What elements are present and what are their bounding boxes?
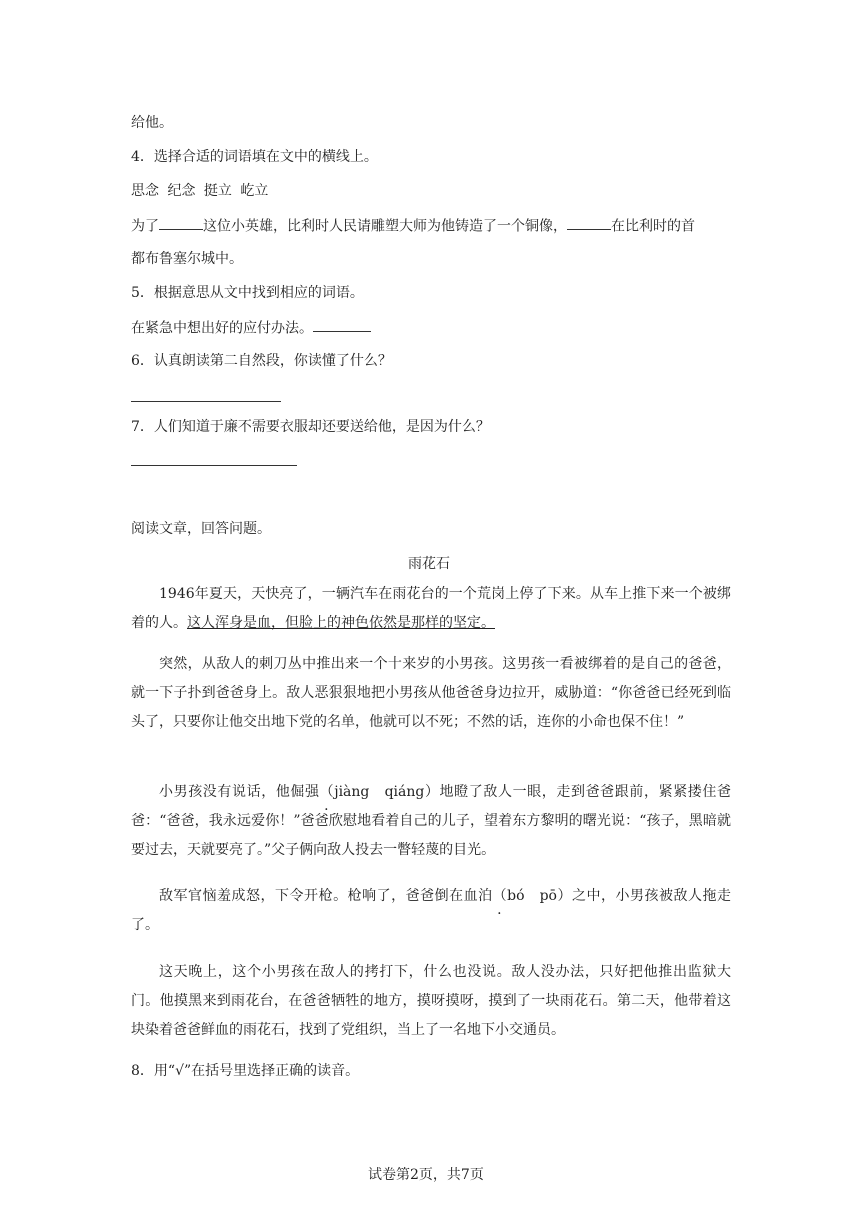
reading-instruction: 阅读文章，回答问题。 (131, 521, 271, 537)
reading-paragraph-5: 这天晚上，这个小男孩在敌人的拷打下，什么也没说。敌人没办法，只好把他推出监狱大门。他摸黑来到雨花台，在爸爸牺牲的地方，摸呀摸呀，摸到了一块雨花石。第二天，他带着这块染着爸爸鲜血的雨花石，找到了党组织，当上了一名地下小交通员。 (131, 964, 731, 1038)
p3-dotted-char: 强 (305, 784, 320, 800)
question-4-options: 思念 纪念 挺立 屹立 (131, 183, 269, 199)
q6-answer-line[interactable] (131, 401, 281, 402)
q5-blank[interactable] (313, 316, 371, 332)
q7-answer-line[interactable] (131, 465, 297, 466)
q4-blank-2[interactable] (567, 214, 611, 230)
p1-underlined-sentence: 这人浑身是血，但脸上的神色依然是那样的坚定。 (187, 615, 495, 631)
p4-text-a: 敌军官恼羞成怒，下令开枪。枪响了，爸爸倒在血 (159, 888, 479, 904)
question-6-prompt: 6．认真朗读第二自然段，你读懂了什么？ (131, 353, 392, 369)
reading-paragraph-3 (131, 778, 731, 865)
q4-text-b: 这位小英雄，比利时人民请雕塑大师为他铸造了一个铜像， (203, 218, 567, 235)
p3-text-b: （jiàng qiáng）地瞪了敌人一眼，走到爸爸跟前，紧紧搂住爸爸：“爸爸，我永远爱你！”爸爸欣慰地看着自己的儿子，望着东方黎明的曙光说：“孩子，黑暗就要过去，天就要亮了。”父子俩向敌人投去一瞥轻蔑的目光。 (131, 784, 732, 858)
q4-text-c: 在比利时的首 (611, 218, 695, 235)
question-5-prompt: 5．根据意思从文中找到相应的词语。 (131, 285, 364, 301)
p3-text-a: 小男孩没有说话，他倔 (159, 784, 306, 800)
reading-paragraph-2: 突然，从敌人的刺刀丛中推出来一个十来岁的小男孩。这男孩一看被绑着的是自己的爸爸，就一下子扑到爸爸身上。敌人恶狠狠地把小男孩从他爸爸身边拉开，威胁道：“你爸爸已经死到临头了，只要你让他交出地下党的名单，他就可以不死；不然的话，连你的小命也保不住！” (131, 656, 731, 730)
question-7-prompt: 7．人们知道于廉不需要衣服却还要送给他，是因为什么？ (131, 419, 490, 435)
q5-text: 在紧急中想出好的应付办法。 (131, 320, 313, 337)
continued-line: 给他。 (131, 115, 173, 131)
reading-title: 雨花石 (408, 556, 450, 572)
p4-text-b: （bó pō）之中，小男孩被敌人拖走了。 (131, 888, 732, 933)
q4-text-a: 为了 (131, 218, 159, 235)
q4-blank-1[interactable] (159, 214, 203, 230)
reading-paragraph-4 (131, 882, 731, 940)
p4-dotted-char: 泊 (478, 888, 493, 904)
question-8-prompt: 8．用“√”在括号里选择正确的读音。 (131, 1063, 360, 1079)
question-5-sentence (131, 316, 371, 337)
p1-text: 1946年夏天，天快亮了，一辆汽车在雨花台的一个荒岗上停了下来。从车上推下来一个被绑着的人。 (131, 586, 731, 631)
question-4-sentence-line1 (131, 214, 695, 235)
page-footer: 试卷第2页，共7页 (368, 1167, 484, 1183)
reading-paragraph-1 (131, 580, 731, 638)
question-4-prompt: 4．选择合适的词语填在文中的横线上。 (131, 149, 378, 165)
question-4-sentence-line2: 都布鲁塞尔城中。 (131, 251, 243, 267)
